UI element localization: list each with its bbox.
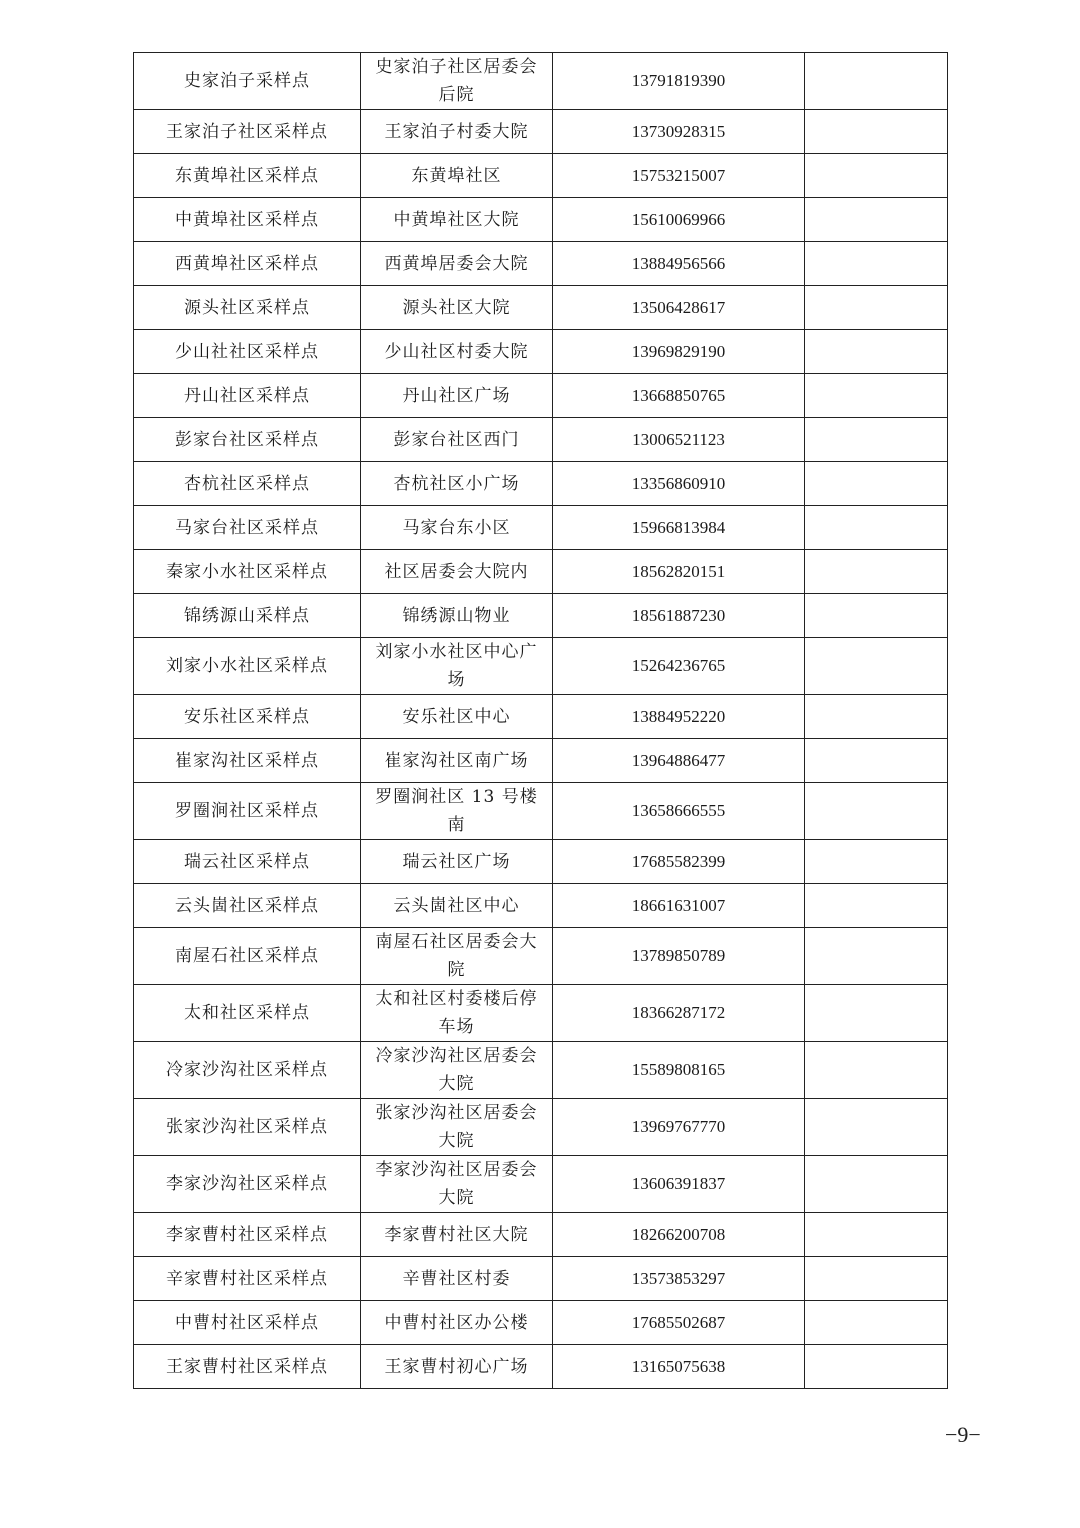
site-name-cell: 东黄埠社区采样点 (134, 154, 361, 198)
table-row (134, 783, 948, 840)
site-name-cell: 李家沙沟社区采样点 (134, 1156, 361, 1213)
note-cell (805, 739, 948, 783)
site-name-cell: 史家泊子采样点 (134, 53, 361, 110)
location-cell: 源头社区大院 (361, 286, 553, 330)
phone-cell: 18661631007 (553, 884, 805, 928)
phone-cell: 13969767770 (553, 1099, 805, 1156)
note-cell (805, 330, 948, 374)
site-name-cell: 锦绣源山采样点 (134, 594, 361, 638)
site-name-cell: 马家台社区采样点 (134, 506, 361, 550)
site-name-cell: 冷家沙沟社区采样点 (134, 1042, 361, 1099)
table-row (134, 638, 948, 695)
site-name-cell: 张家沙沟社区采样点 (134, 1099, 361, 1156)
location-cell: 少山社区村委大院 (361, 330, 553, 374)
site-name-cell: 安乐社区采样点 (134, 695, 361, 739)
table-row (134, 418, 948, 462)
phone-cell: 13791819390 (553, 53, 805, 110)
note-cell (805, 594, 948, 638)
location-cell: 冷家沙沟社区居委会大院 (361, 1042, 553, 1099)
phone-cell: 13506428617 (553, 286, 805, 330)
site-name-cell: 源头社区采样点 (134, 286, 361, 330)
phone-cell: 13606391837 (553, 1156, 805, 1213)
location-cell: 杏杭社区小广场 (361, 462, 553, 506)
phone-cell: 17685582399 (553, 840, 805, 884)
table-row (134, 110, 948, 154)
location-cell: 王家泊子村委大院 (361, 110, 553, 154)
sampling-sites-table (133, 52, 948, 1389)
note-cell (805, 1213, 948, 1257)
phone-cell: 13884956566 (553, 242, 805, 286)
location-cell: 丹山社区广场 (361, 374, 553, 418)
site-name-cell: 少山社社区采样点 (134, 330, 361, 374)
phone-cell: 13006521123 (553, 418, 805, 462)
phone-cell: 15610069966 (553, 198, 805, 242)
phone-cell: 13573853297 (553, 1257, 805, 1301)
location-cell: 东黄埠社区 (361, 154, 553, 198)
site-name-cell: 丹山社区采样点 (134, 374, 361, 418)
phone-cell: 13789850789 (553, 928, 805, 985)
note-cell (805, 53, 948, 110)
phone-cell: 18366287172 (553, 985, 805, 1042)
site-name-cell: 王家泊子社区采样点 (134, 110, 361, 154)
site-name-cell: 瑞云社区采样点 (134, 840, 361, 884)
location-cell: 彭家台社区西门 (361, 418, 553, 462)
table-row (134, 286, 948, 330)
site-name-cell: 崔家沟社区采样点 (134, 739, 361, 783)
phone-cell: 17685502687 (553, 1301, 805, 1345)
location-cell: 史家泊子社区居委会后院 (361, 53, 553, 110)
table-row (134, 1213, 948, 1257)
note-cell (805, 286, 948, 330)
note-cell (805, 550, 948, 594)
note-cell (805, 374, 948, 418)
phone-cell: 13730928315 (553, 110, 805, 154)
phone-cell: 13964886477 (553, 739, 805, 783)
location-cell: 南屋石社区居委会大院 (361, 928, 553, 985)
site-name-cell: 刘家小水社区采样点 (134, 638, 361, 695)
page-number: −9− (945, 1422, 981, 1447)
table-row (134, 594, 948, 638)
location-cell: 刘家小水社区中心广场 (361, 638, 553, 695)
table-body (134, 53, 948, 1389)
note-cell (805, 638, 948, 695)
location-cell: 安乐社区中心 (361, 695, 553, 739)
table-row (134, 374, 948, 418)
site-name-cell: 彭家台社区采样点 (134, 418, 361, 462)
site-name-cell: 王家曹村社区采样点 (134, 1345, 361, 1389)
location-cell: 瑞云社区广场 (361, 840, 553, 884)
site-name-cell: 太和社区采样点 (134, 985, 361, 1042)
note-cell (805, 506, 948, 550)
site-name-cell: 中黄埠社区采样点 (134, 198, 361, 242)
location-cell: 中黄埠社区大院 (361, 198, 553, 242)
location-cell: 云头崮社区中心 (361, 884, 553, 928)
location-cell: 李家曹村社区大院 (361, 1213, 553, 1257)
site-name-cell: 中曹村社区采样点 (134, 1301, 361, 1345)
phone-cell: 13884952220 (553, 695, 805, 739)
note-cell (805, 154, 948, 198)
table-row (134, 695, 948, 739)
table-row (134, 739, 948, 783)
table-row (134, 840, 948, 884)
table-row (134, 1257, 948, 1301)
note-cell (805, 695, 948, 739)
table-row (134, 1042, 948, 1099)
phone-cell: 13658666555 (553, 783, 805, 840)
table-row (134, 884, 948, 928)
location-cell: 罗圈涧社区 13 号楼南 (361, 783, 553, 840)
table-row (134, 1345, 948, 1389)
location-cell: 太和社区村委楼后停车场 (361, 985, 553, 1042)
table-row (134, 462, 948, 506)
location-cell: 锦绣源山物业 (361, 594, 553, 638)
location-cell: 马家台东小区 (361, 506, 553, 550)
table-row (134, 550, 948, 594)
location-cell: 辛曹社区村委 (361, 1257, 553, 1301)
note-cell (805, 1099, 948, 1156)
table-row (134, 242, 948, 286)
note-cell (805, 1257, 948, 1301)
table-row (134, 330, 948, 374)
phone-cell: 15753215007 (553, 154, 805, 198)
note-cell (805, 1042, 948, 1099)
site-name-cell: 云头崮社区采样点 (134, 884, 361, 928)
table-row (134, 1099, 948, 1156)
site-name-cell: 秦家小水社区采样点 (134, 550, 361, 594)
phone-cell: 13165075638 (553, 1345, 805, 1389)
note-cell (805, 1156, 948, 1213)
table-row (134, 506, 948, 550)
phone-cell: 13969829190 (553, 330, 805, 374)
location-cell: 张家沙沟社区居委会大院 (361, 1099, 553, 1156)
location-cell: 王家曹村初心广场 (361, 1345, 553, 1389)
phone-cell: 15589808165 (553, 1042, 805, 1099)
note-cell (805, 928, 948, 985)
site-name-cell: 杏杭社区采样点 (134, 462, 361, 506)
note-cell (805, 1301, 948, 1345)
table-row (134, 928, 948, 985)
table-row (134, 1301, 948, 1345)
table-row (134, 154, 948, 198)
note-cell (805, 985, 948, 1042)
site-name-cell: 罗圈涧社区采样点 (134, 783, 361, 840)
site-name-cell: 辛家曹村社区采样点 (134, 1257, 361, 1301)
location-cell: 中曹村社区办公楼 (361, 1301, 553, 1345)
location-cell: 西黄埠居委会大院 (361, 242, 553, 286)
table-row (134, 1156, 948, 1213)
note-cell (805, 418, 948, 462)
phone-cell: 13356860910 (553, 462, 805, 506)
phone-cell: 18561887230 (553, 594, 805, 638)
note-cell (805, 1345, 948, 1389)
table-row (134, 53, 948, 110)
location-cell: 崔家沟社区南广场 (361, 739, 553, 783)
note-cell (805, 840, 948, 884)
note-cell (805, 462, 948, 506)
phone-cell: 13668850765 (553, 374, 805, 418)
phone-cell: 18266200708 (553, 1213, 805, 1257)
location-cell: 李家沙沟社区居委会大院 (361, 1156, 553, 1213)
note-cell (805, 242, 948, 286)
table-row (134, 198, 948, 242)
note-cell (805, 884, 948, 928)
note-cell (805, 198, 948, 242)
phone-cell: 18562820151 (553, 550, 805, 594)
note-cell (805, 783, 948, 840)
location-cell: 社区居委会大院内 (361, 550, 553, 594)
table-row (134, 985, 948, 1042)
site-name-cell: 南屋石社区采样点 (134, 928, 361, 985)
note-cell (805, 110, 948, 154)
site-name-cell: 李家曹村社区采样点 (134, 1213, 361, 1257)
site-name-cell: 西黄埠社区采样点 (134, 242, 361, 286)
phone-cell: 15264236765 (553, 638, 805, 695)
phone-cell: 15966813984 (553, 506, 805, 550)
